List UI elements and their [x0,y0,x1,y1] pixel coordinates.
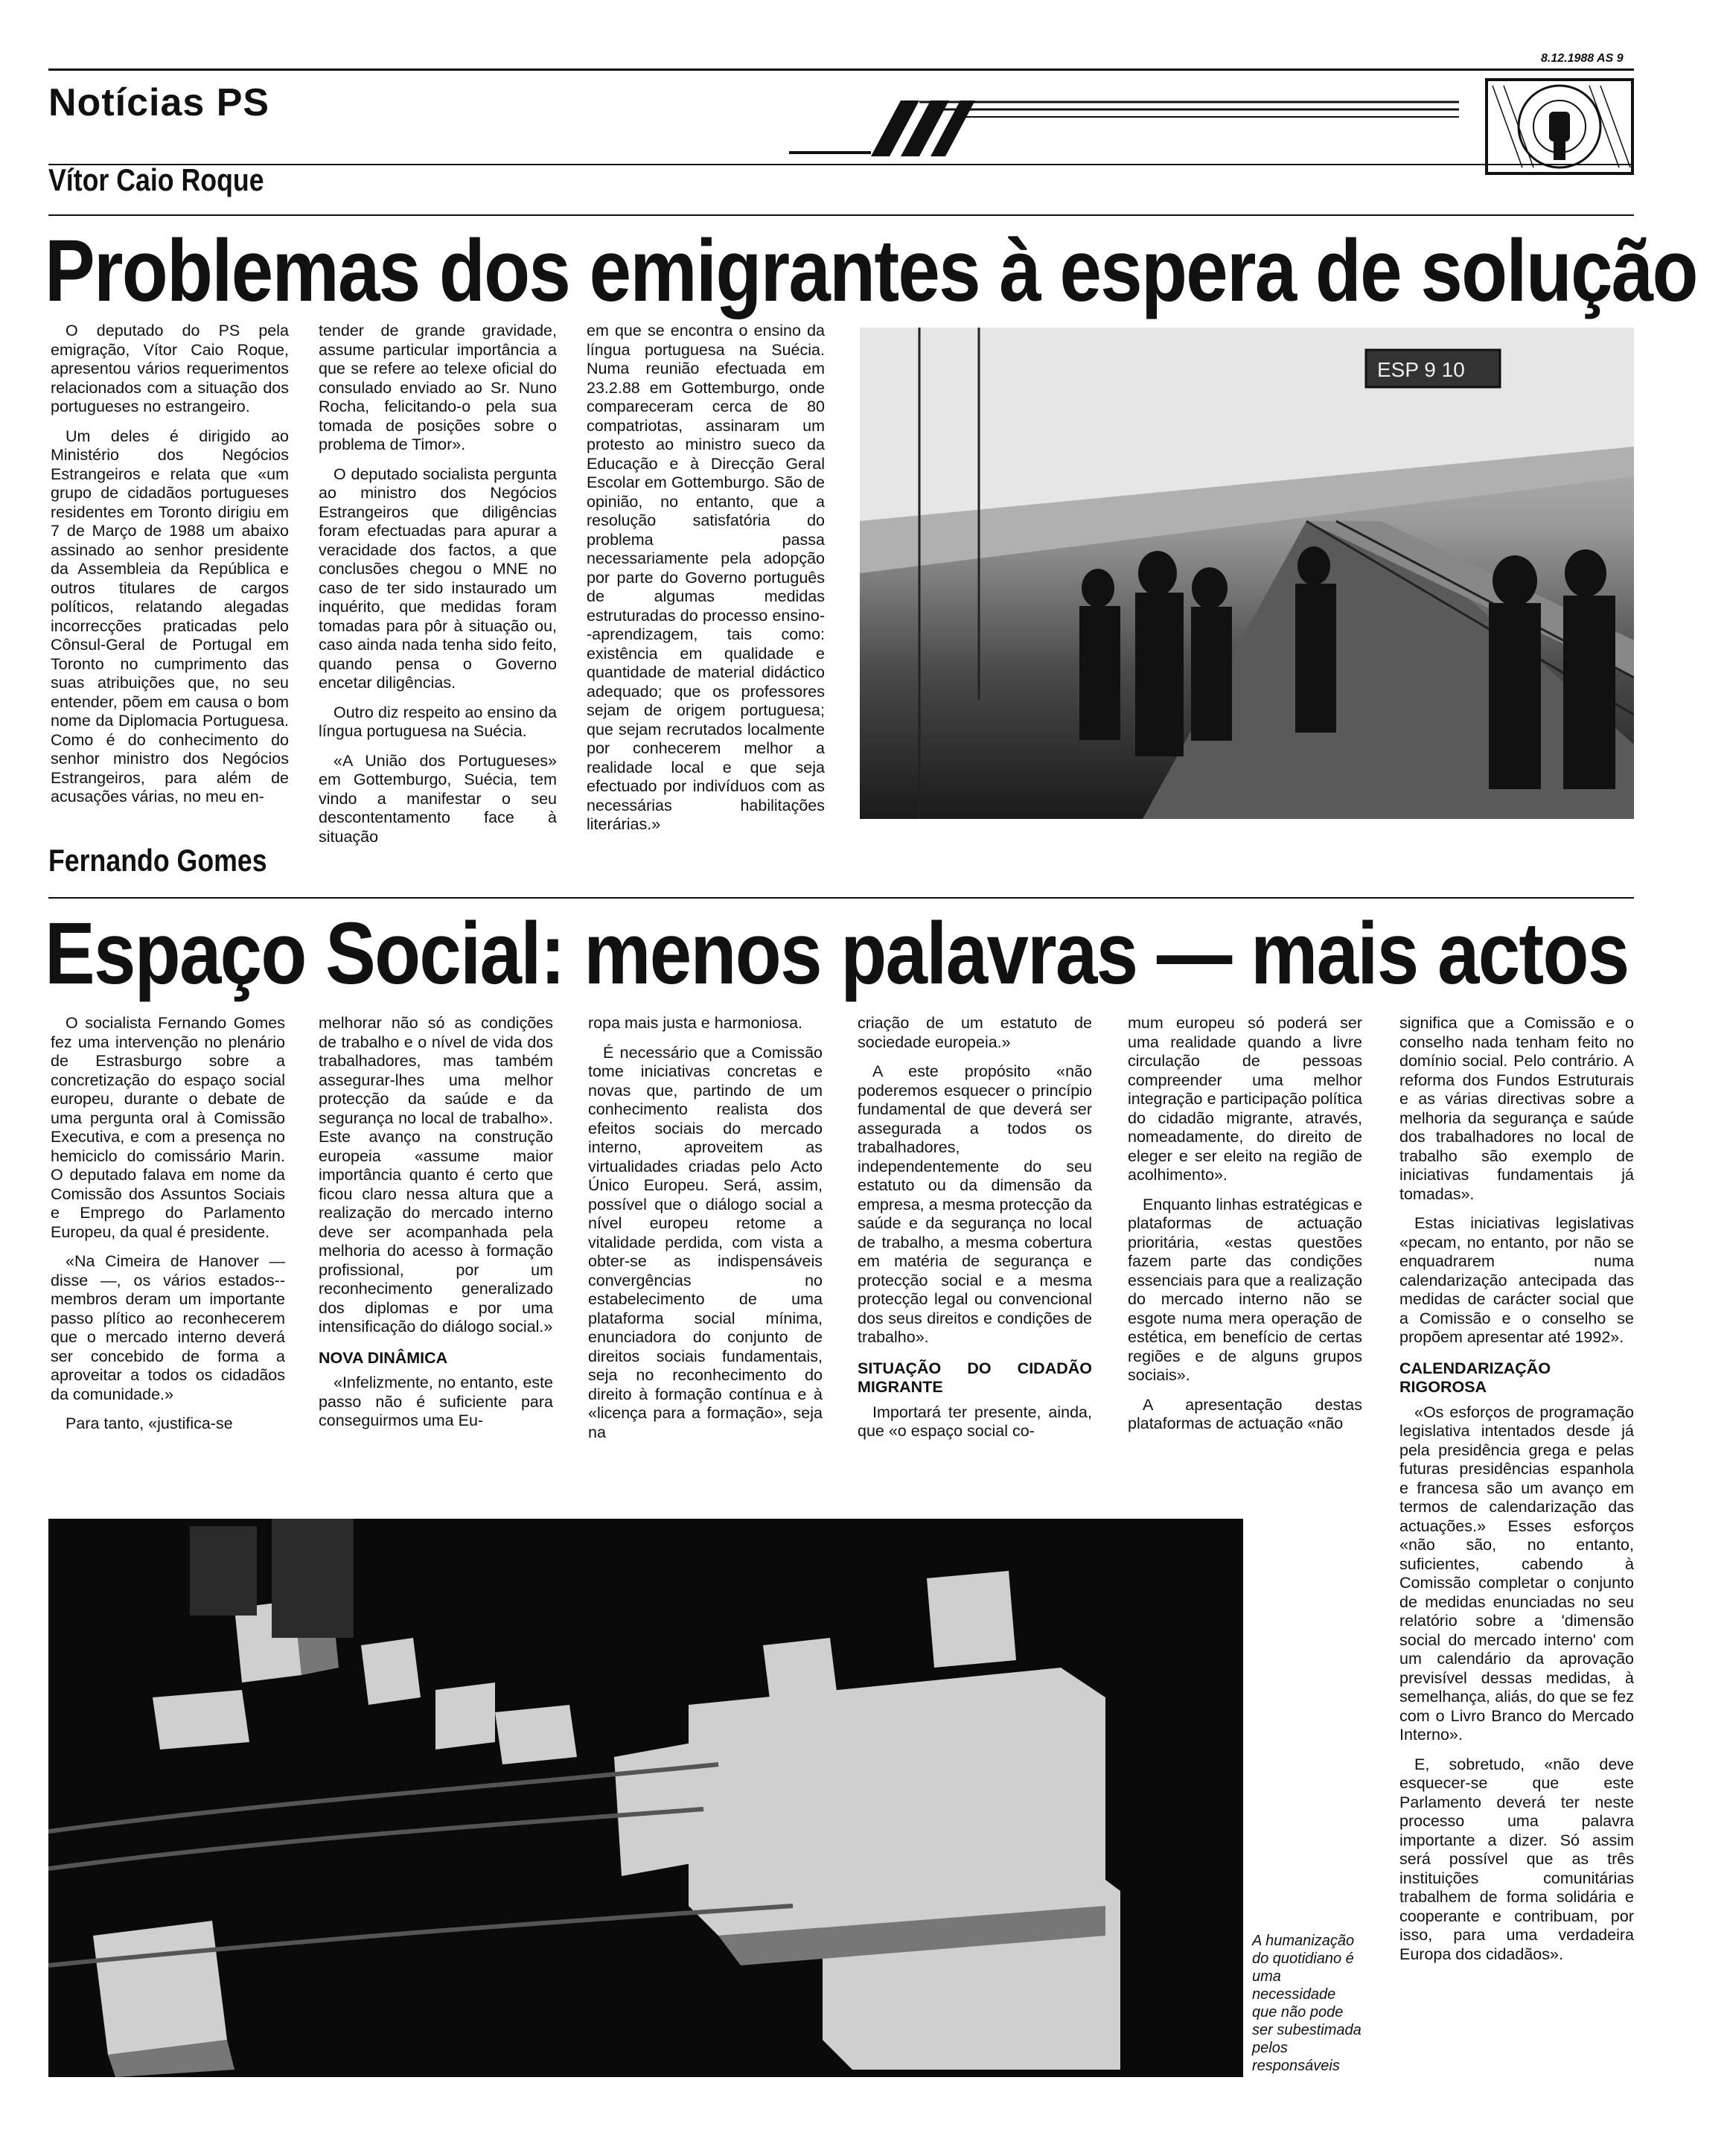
paragraph: tender de grande gravidade, assume particular importância a que se refere ao telexe oficial do consulado enviado ao Sr. Nuno Rocha, felicitando-o pela sua tomada de posições sobre o problema de Timor». [319,322,557,453]
paragraph: E, sobretudo, «não deve esquecer-se que este Parlamento deverá ter neste processo uma palavra importante a dizer. Só assim será possível que as três instituições comunitárias trabalhem de forma solidária e cooperante e contribuam, por isso, para uma verdadeira Europa dos cidadãos». [1399,1755,1634,1963]
article1-column-3 [587,322,825,845]
article2-column-4 [858,1014,1092,1452]
paragraph: Importará ter presente, ainda, que «o espaço social co- [858,1403,1092,1440]
platform-sign-text: ESP 9 10 [1377,358,1465,381]
paragraph: O deputado socialista pergunta ao ministro dos Negócios Estrangeiros que diligências foram efectuadas para apurar a veracidade dos factos, a que conclusões chegou o MNE no caso de ter sido instaurado um inquérito, que medidas foram tomadas para pôr à situação ou, caso ainda nada tenha sido feito, quando pensa o Governo encetar diligências. [319,465,557,692]
header-stripes-graphic [789,93,1504,160]
section-title: Notícias PS [48,81,270,124]
city-model-caption: A humanização do quotidiano é uma necessidade que não pode ser subestimada pelos responsáveis [1252,1933,1362,2074]
article1-author-rule [48,214,1634,216]
article2-column-3 [588,1014,823,1452]
paragraph: «Os esforços de programação legislativa intentados desde já pela presidência grega e pelas futuras presidências espanhola e francesa são um avanço em termos de calendarização das actuações.» Esses esforços «não são, no entanto, suficientes, cabendo à Comissão completar o conjunto de medidas enunciadas no seu relatório sobre a 'dimensão social do mercado interno' com um calendário da aprovação previsível dessas medidas, à semelhança, aliás, do que se fez com o Livro Branco do Mercado Interno». [1399,1403,1634,1744]
subheading-nova-dinamica: NOVA DINÂMICA [319,1348,448,1367]
top-rule [48,68,1634,71]
paragraph: «A União dos Portugueses» em Gottemburgo, Suécia, tem vindo a manifestar o seu descontentamento face à situação [319,751,557,846]
paragraph: O socialista Fernando Gomes fez uma intervenção no plenário de Estrasburgo sobre a concretização do espaço social europeu, durante o debate de uma pergunta oral à Comissão Executiva, e com a presença no hemiciclo do comissário Marin. O deputado falava em nome da Comissão dos Assuntos Sociais e Emprego do Parlamento Europeu, da qual é presidente. [51,1014,285,1241]
paragraph: mum europeu só poderá ser uma realidade quando a livre circulação de pessoas compreender uma melhor integração e participação política do cidadão migrante, através, nomeadamente, do direito de eleger e ser eleito na região de acolhimento». [1128,1014,1362,1184]
paragraph: A este propósito «não poderemos esquecer o princípio fundamental de que deverá ser assegurada a todos os trabalhadores, independentemente do seu estatuto ou da dimensão da empresa, a mesma protecção da saúde e da segurança no local de trabalho, a mesma cobertura em matéria de segurança e protecção social e a mesma protecção legal ou convencional dos seus direitos e condições de trabalho». [858,1062,1092,1346]
paragraph: Outro diz respeito ao ensino da língua portuguesa na Suécia. [319,703,557,740]
article2-author: Fernando Gomes [48,843,267,878]
header-bottom-rule [48,164,1634,165]
ps-logo [1485,78,1634,175]
paragraph: significa que a Comissão e o conselho nada tenham feito no domínio social. Pelo contrário. A reforma dos Fundos Estruturais e as várias directivas sobre a melhoria da segurança e saúde dos trabalhadores no local de trabalho são exemplo de iniciativas fundamentais já tomadas». [1399,1014,1634,1203]
paragraph: «Na Cimeira de Hanover — disse —, os vários estados--membros deram um importante passo plítico ao reconhecerem que o mercado interno deverá ser concebido de forma a aproveitar a todos os cidadãos da comunidade.» [51,1252,285,1403]
paragraph: Um deles é dirigido ao Ministério dos Negócios Estrangeiros e relata que «um grupo de cidadãos portugueses residentes em Toronto dirigiu em 7 de Março de 1988 um abaixo assinado ao senhor presidente da Assembleia da República e outros titulares de cargos políticos, relatando alegadas incorrecções praticadas pelo Cônsul-Geral de Portugal em Toronto no cumprimento das suas atribuições que, no seu entender, põem em causa o bom nome da Diplomacia Portuguesa. Como é do conhecimento do senhor ministro dos Negócios Estrangeiros, para além de acusações várias, no meu en- [51,427,289,806]
paragraph: É necessário que a Comissão tome iniciativas concretas e novas que, partindo de um conhecimento realista dos efeitos sociais do mercado interno, aproveitem as virtualidades criadas pelo Acto Único Europeu. Será, assim, possível que o diálogo social a nível europeu retome a vitalidade perdida, com vista a obter-se as indispensáveis convergências no estabelecimento de uma plataforma social mínima, enunciadora do conjunto de direitos sociais fundamentais, seja no reconhecimento do direito à formação contínua e à «licença para a formação», seja na [588,1043,823,1441]
article2-column-6 [1399,1014,1634,1974]
paragraph: O deputado do PS pela emigração, Vítor Caio Roque, apresentou vários requerimentos relacionados com a situação dos portugueses no estrangeiro. [51,322,289,415]
dateline: 8.12.1988 AS 9 [1541,52,1624,65]
article2-headline: Espaço Social: menos palavras — mais actos [45,905,1629,1003]
article1-column-1 [51,322,289,817]
paragraph: «Infelizmente, no entanto, este passo não é suficiente para conseguirmos uma Eu- [319,1374,553,1429]
article2-author-rule [48,897,1634,899]
city-model-photo [48,1519,1243,2077]
paragraph: Para tanto, «justifica-se [66,1415,233,1432]
paragraph: melhorar não só as condições de trabalho e o nível de vida dos trabalhadores, mas também assegurar-lhes uma melhor protecção da saúde e da segurança no local de trabalho». Este avanço na construção europeia «assume maior importância quanto é certo que ficou claro nessa altura que a realização do mercado interno deve ser acompanhada pela melhoria do acesso à formação profissional, por um reconhecimento generalizado dos diplomas e por uma intensificação do diálogo social.» [319,1014,553,1336]
article1-headline: Problemas dos emigrantes à espera de solução [45,222,1697,320]
article2-column-5 [1128,1014,1362,1444]
station-platform-photo [860,328,1634,819]
article2-column-1 [51,1014,285,1434]
subheading-situacao-cidadao-migrante: SITUAÇÃO DO CIDADÃO MIGRANTE [858,1359,1092,1396]
article1-author: Vítor Caio Roque [48,162,264,197]
paragraph: Enquanto linhas estratégicas e plataformas de actuação prioritária, «estas questões fazem parte das condições essenciais para que a realização do mercado interno não se esgote numa mera operação de estética, em benefício de certas regiões e de alguns grupos sociais». [1128,1195,1362,1384]
article1-column-2 [319,322,557,857]
paragraph: Estas iniciativas legislativas «pecam, no entanto, por não se enquadrarem numa calendarização antecipada das medidas de carácter social que a Comissão e o conselho se propõem apresentar até 1992». [1399,1214,1634,1346]
subheading-calendarizacao-rigorosa: CALENDARIZAÇÃO RIGOROSA [1399,1359,1551,1396]
paragraph: ropa mais justa e harmoniosa. [588,1014,803,1032]
article2-column-2 [319,1014,553,1441]
paragraph: em que se encontra o ensino da língua portuguesa na Suécia. Numa reunião efectuada em 23.2.88 em Gottemburgo, onde compareceram cerca de 80 compatriotas, assinaram um protesto ao ministro sueco da Educação e à Direcção Geral Escolar em Gottemburgo. São de opinião, no entanto, que a resolução satisfatória do problema passa necessariamente pela adopção por parte do Governo português de algumas medidas estruturadas do processo ensino--aprendizagem, tais como: existência em qualidade e quantidade de material didáctico adequado; que os professores sejam de origem portuguesa; que sejam recrutados localmente por conhecerem melhor a realidade local e que seja efectuado por indivíduos com as necessárias habilitações literárias.» [587,322,825,833]
paragraph: criação de um estatuto de sociedade europeia.» [858,1014,1092,1051]
paragraph: A apresentação destas plataformas de actuação «não [1128,1395,1362,1432]
